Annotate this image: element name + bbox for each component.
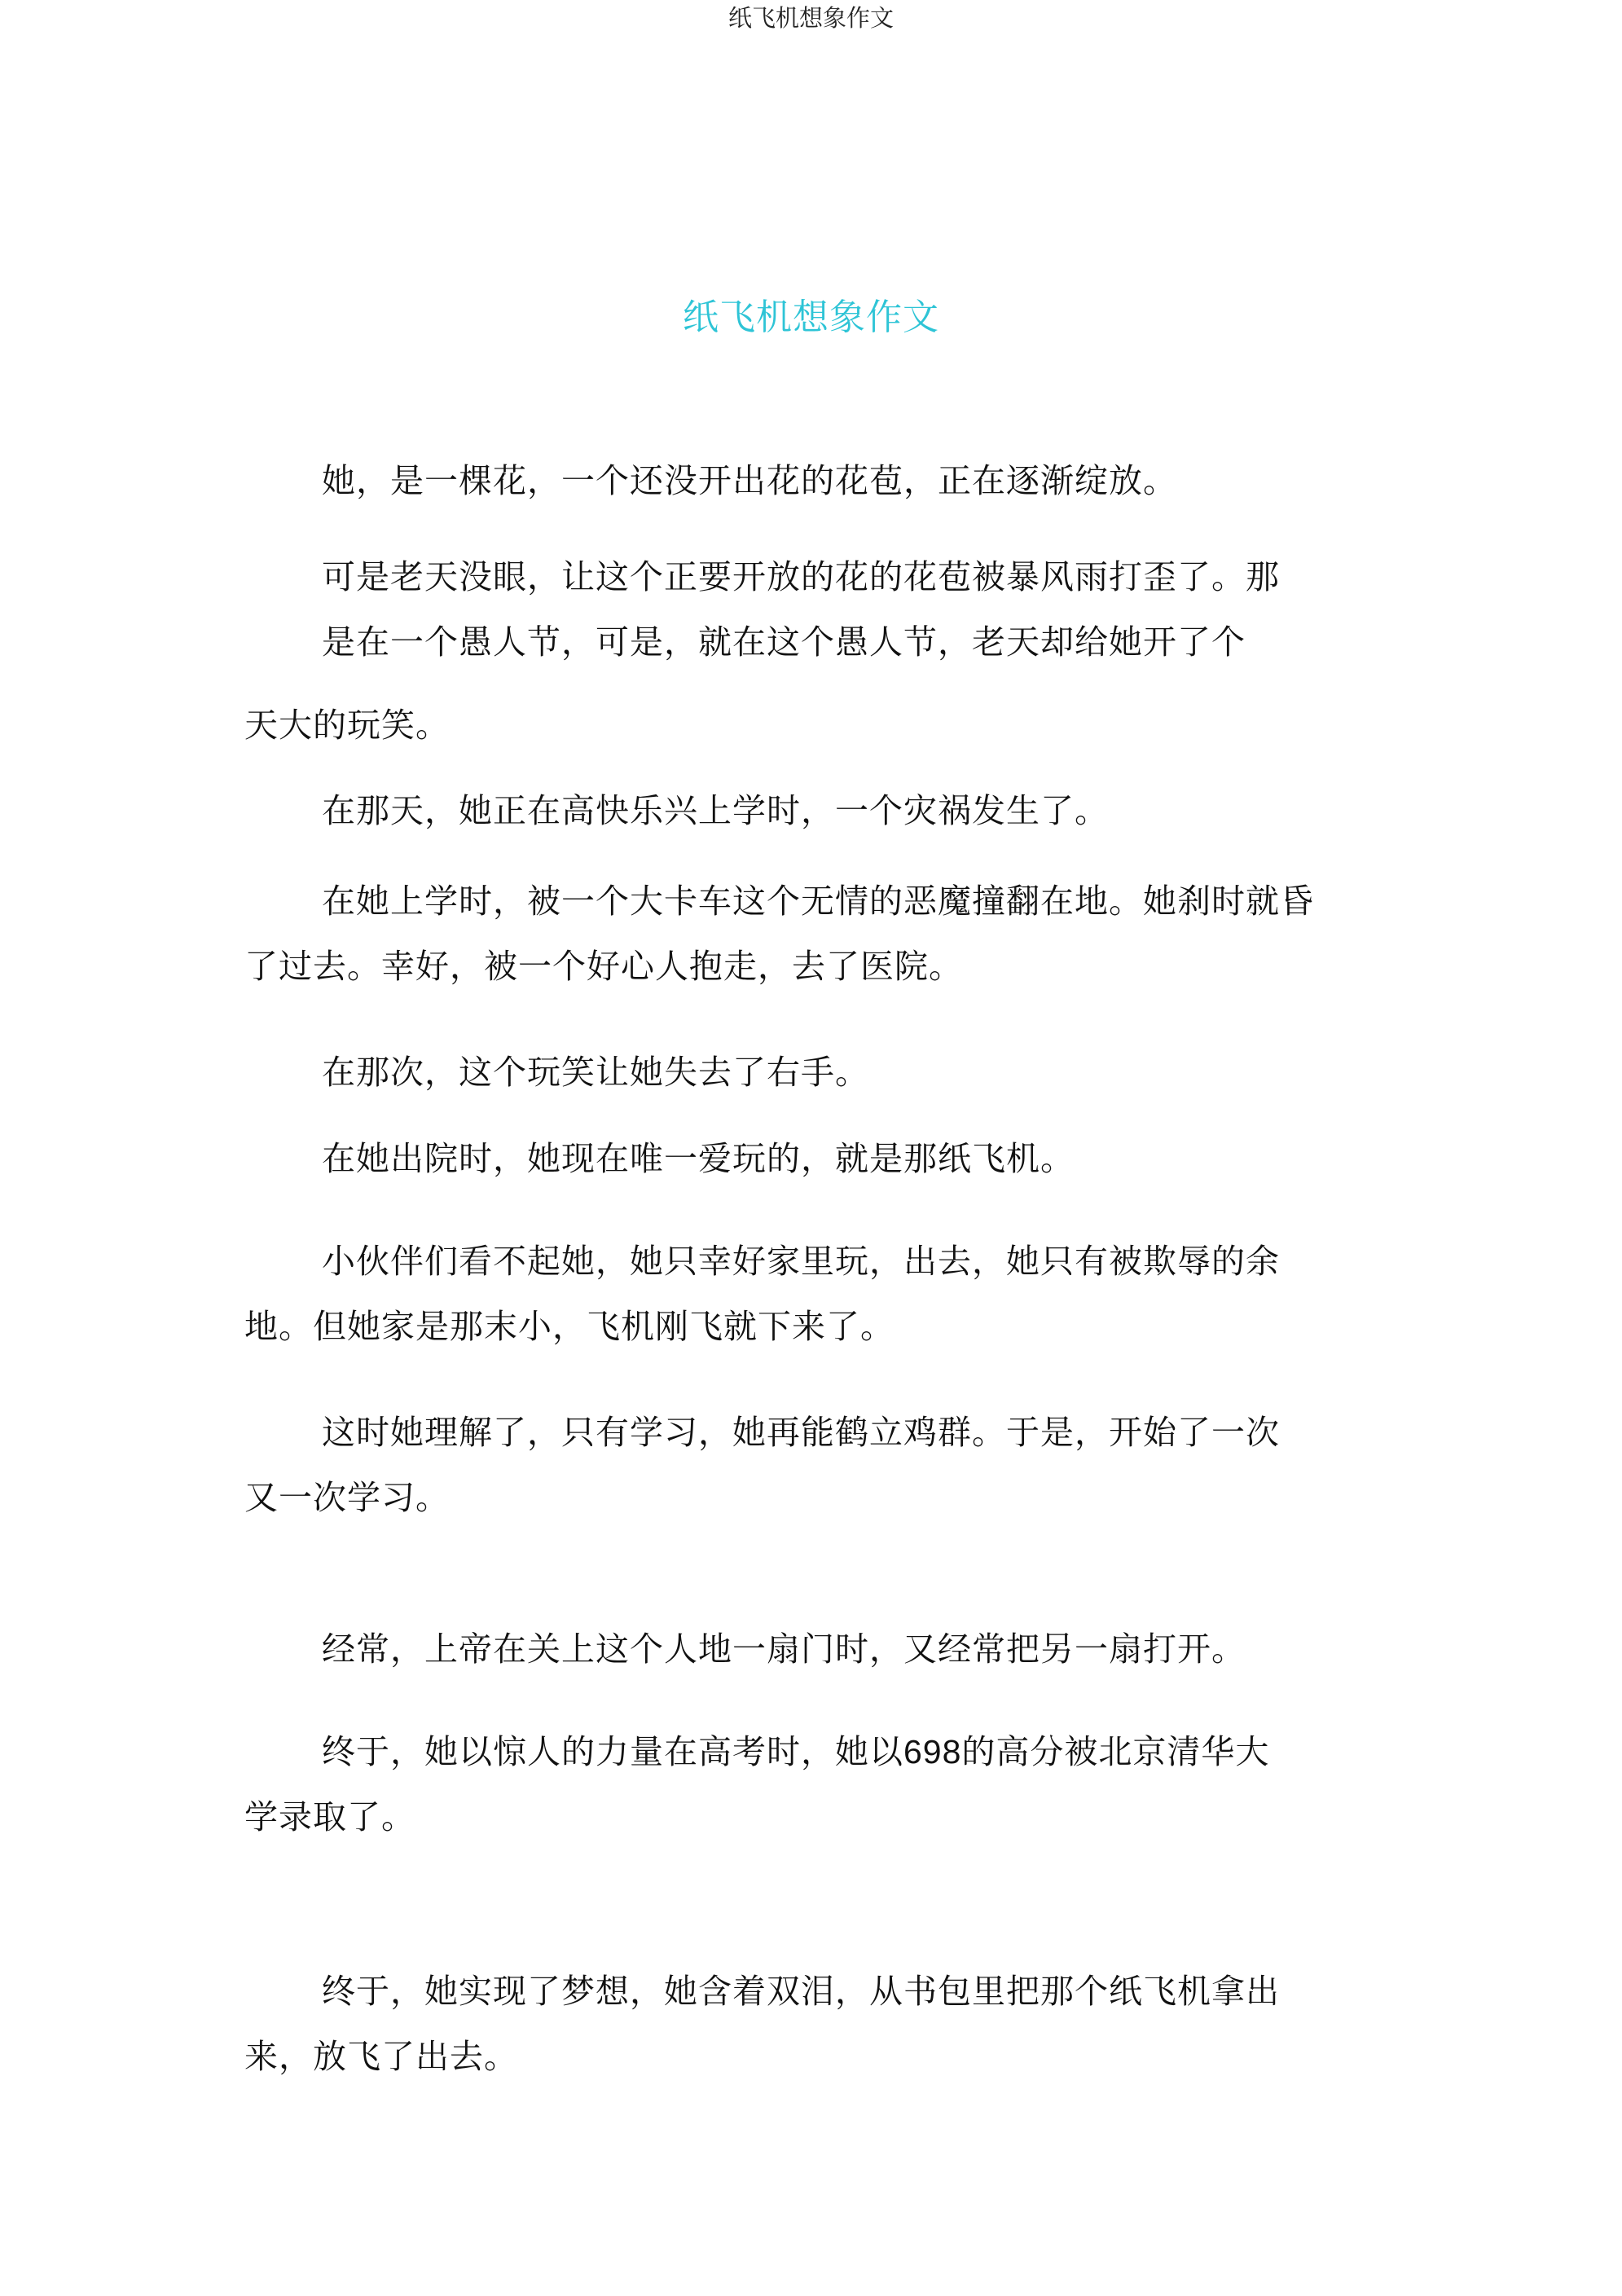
paragraph-6 bbox=[244, 1040, 1385, 1105]
paragraph-line: 又一次学习。 bbox=[244, 1478, 450, 1517]
paragraph-line: 了过去。幸好，被一个好心人抱走，去了医院。 bbox=[244, 947, 963, 986]
paragraph-8 bbox=[244, 1229, 1385, 1359]
paragraph-12 bbox=[244, 1959, 1385, 2089]
paragraph-7 bbox=[244, 1126, 1385, 1191]
paragraph-5 bbox=[244, 869, 1385, 999]
paragraph-9 bbox=[244, 1400, 1385, 1530]
paragraph-line: 学录取了。 bbox=[244, 1797, 415, 1836]
paragraph-line: 在她出院时，她现在唯一爱玩的，就是那纸飞机。 bbox=[322, 1139, 1075, 1178]
paragraph-line: 小伙伴们看不起她，她只幸好家里玩，出去，她只有被欺辱的余 bbox=[322, 1242, 1280, 1281]
paragraph-line: 在那天，她正在高快乐兴上学时，一个灾祸发生了。 bbox=[322, 791, 1109, 830]
paragraph-line bbox=[244, 1719, 1385, 1784]
text-segment: 终于，她以惊人的力量在高考时，她以 bbox=[322, 1732, 903, 1771]
paragraph-line: 来，放飞了出去。 bbox=[244, 2037, 518, 2076]
paragraph-1 bbox=[244, 448, 1385, 513]
paragraph-2 bbox=[244, 544, 1385, 675]
paragraph-line: 天大的玩笑。 bbox=[244, 706, 450, 745]
paragraph-line: 可是老天没眼，让这个正要开放的花的花苞被暴风雨打歪了。那 bbox=[322, 557, 1280, 596]
paragraph-line: 经常，上帝在关上这个人地一扇门时，又经常把另一扇打开。 bbox=[322, 1630, 1246, 1669]
paragraph-line: 在那次，这个玩笑让她失去了右手。 bbox=[322, 1053, 869, 1092]
paragraph-line: 在她上学时，被一个大卡车这个无情的恶魔撞翻在地。她刹时就昏 bbox=[322, 882, 1314, 921]
paragraph-line: 这时她理解了，只有学习，她再能鹤立鸡群。于是，开始了一次 bbox=[322, 1413, 1280, 1452]
paragraph-line: 她，是一棵花，一个还没开出花的花苞，正在逐渐绽放。 bbox=[322, 461, 1177, 500]
paragraph-4 bbox=[244, 778, 1385, 843]
paragraph-line: 地。但她家是那末小，飞机刚飞就下来了。 bbox=[244, 1307, 895, 1346]
paragraph-11 bbox=[244, 1719, 1385, 1850]
document-title: 纸飞机想象作文 bbox=[683, 297, 939, 338]
paragraph-line: 终于，她实现了梦想，她含着双泪，从书包里把那个纸飞机拿出 bbox=[322, 1972, 1280, 2011]
text-segment: 的高分被北京清华大 bbox=[961, 1732, 1270, 1771]
paragraph-10 bbox=[244, 1616, 1385, 1682]
score-number: 698 bbox=[903, 1733, 962, 1770]
paragraph-3 bbox=[244, 693, 1385, 758]
running-header: 纸飞机想象作文 bbox=[727, 4, 894, 32]
paragraph-line: 是在一个愚人节，可是，就在这个愚人节，老天却给她开了个 bbox=[322, 622, 1246, 662]
